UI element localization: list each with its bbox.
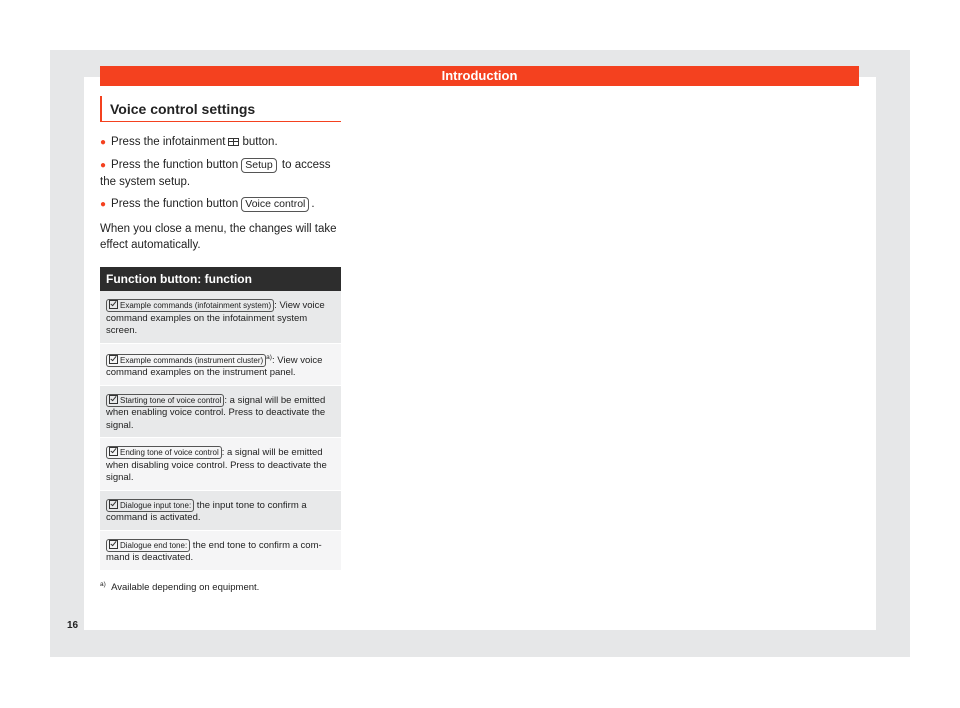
- row-description: the end tone to confirm a com-mand is deactivated.: [106, 539, 322, 564]
- footnote: [100, 581, 341, 593]
- function-button-label: Dialogue input tone:: [120, 500, 192, 510]
- footnote-ref: a): [266, 353, 272, 361]
- chapter-header: Introduction: [100, 66, 859, 86]
- row-description: : a signal will be emitted when enabling voice control. Press to deactivate the signal.: [106, 394, 326, 431]
- function-button[interactable]: [106, 394, 224, 407]
- table-row: [100, 491, 341, 531]
- row-description: : View voice command examples on the instrument panel.: [106, 354, 323, 379]
- function-button-label: Example commands (instrument cluster): [120, 355, 264, 365]
- checkbox-icon: [109, 447, 118, 456]
- checkbox-icon: [109, 395, 118, 404]
- step-2: [100, 157, 341, 190]
- function-button[interactable]: [106, 446, 222, 459]
- content-column: [100, 96, 341, 593]
- step-1-text: Press the infotainment: [111, 136, 226, 148]
- menu-grid-icon: [228, 138, 239, 146]
- step-2-text-end: to access the system setup.: [100, 159, 331, 188]
- footnote-mark: a): [100, 580, 106, 588]
- step-3-text: Press the function button: [111, 198, 239, 210]
- function-table: [100, 267, 341, 571]
- step-1: [100, 134, 341, 151]
- step-2-text: Press the function button: [111, 159, 239, 171]
- row-description: : a signal will be emitted when disabling voice control. Press to deactivate the signal.: [106, 447, 327, 484]
- checkbox-icon: [109, 300, 118, 309]
- bullet-icon: ●: [100, 199, 107, 210]
- footnote-text: Available depending on equipment.: [111, 581, 260, 593]
- function-button[interactable]: [106, 354, 266, 367]
- checkbox-icon: [109, 500, 118, 509]
- row-description: : View voice command examples on the infotainment system screen.: [106, 300, 325, 336]
- checkbox-icon: [109, 355, 118, 364]
- table-header: Function button: function: [100, 267, 341, 291]
- checkbox-icon: [109, 540, 118, 549]
- table-row: [100, 438, 341, 491]
- function-button[interactable]: [106, 299, 274, 312]
- function-button-label: Dialogue end tone:: [120, 540, 188, 550]
- function-button[interactable]: [106, 539, 190, 552]
- function-button-label: Example commands (infotainment system): [120, 301, 272, 310]
- bullet-icon: ●: [100, 160, 107, 171]
- row-description: the input tone to confirm a command is activated.: [106, 499, 307, 524]
- step-3: [100, 196, 341, 213]
- bullet-icon: ●: [100, 137, 107, 148]
- voice-control-button[interactable]: Voice control: [241, 197, 309, 212]
- table-row: [100, 531, 341, 571]
- function-button-label: Starting tone of voice control: [120, 395, 222, 405]
- paragraph: When you close a menu, the changes will take effect automatically.: [100, 223, 337, 251]
- step-3-text-end: .: [311, 198, 315, 210]
- table-row: [100, 386, 341, 439]
- function-button[interactable]: [106, 499, 194, 512]
- table-row: [100, 344, 341, 386]
- function-button-label: Ending tone of voice control: [120, 448, 219, 458]
- section-title: Voice control settings: [100, 96, 341, 122]
- page-number: 16: [67, 620, 79, 631]
- setup-button[interactable]: Setup: [241, 158, 276, 173]
- table-row: [100, 291, 341, 344]
- step-1-text-end: button.: [242, 136, 278, 148]
